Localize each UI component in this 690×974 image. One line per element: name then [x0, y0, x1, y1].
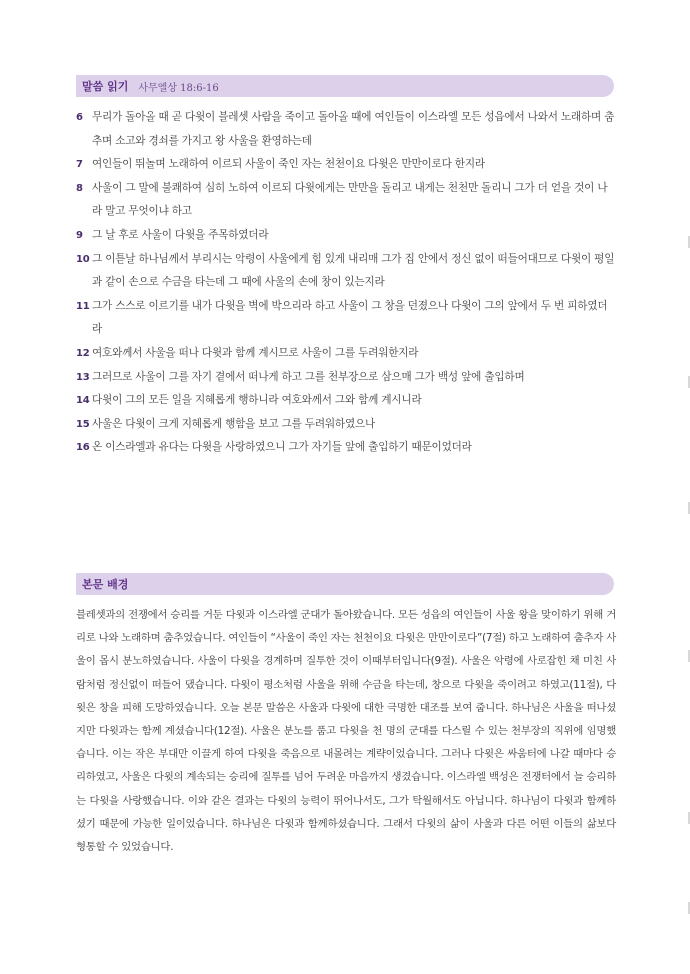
- verse-text: 다윗이 그의 모든 일을 지혜롭게 행하니라 여호와께서 그와 함께 계시니라: [92, 394, 422, 407]
- verse-number: 16: [76, 442, 90, 454]
- verse-text: 사울은 다윗이 크게 지혜롭게 행함을 보고 그를 두려워하였으나: [92, 417, 376, 430]
- verse-text: 그러므로 사울이 그를 자기 곁에서 떠나게 하고 그를 천부장으로 삼으매 그가 백성 앞에 출입하며: [92, 370, 525, 383]
- verse-item: [76, 153, 616, 177]
- verse-item: [76, 295, 616, 342]
- verse-number: 10: [76, 253, 90, 265]
- verse-item: [76, 248, 616, 295]
- background-section-label: 본문 배경: [82, 578, 129, 591]
- verse-text: 그 이튿날 하나님께서 부리시는 악령이 사울에게 힘 있게 내리매 그가 집 안에서 정신 없이 떠들어대므로 다윗이 평일과 같이 손으로 수금을 타는데 그 때에 사울의 손에 창이 있는지라: [92, 252, 615, 289]
- verse-number: 13: [76, 371, 90, 383]
- verse-number: 15: [76, 418, 90, 430]
- verse-number: 12: [76, 347, 90, 359]
- verse-text: 무리가 돌아올 때 곧 다윗이 블레셋 사람을 죽이고 돌아올 때에 여인들이 이스라엘 모든 성읍에서 나와서 노래하며 춤추며 소고와 경쇠를 가지고 왕 사울을 환영하는데: [92, 111, 615, 147]
- scripture-reference: 사무엘상 18:6-16: [138, 82, 219, 94]
- verse-text: 여호와께서 사울을 떠나 다윗과 함께 계시므로 사울이 그를 두려워한지라: [92, 346, 419, 359]
- verse-number: 6: [76, 112, 83, 123]
- verse-text: 여인들이 뛰놀며 노래하여 이르되 사울이 죽인 자는 천천이요 다윗은 만만이로다 한지라: [92, 158, 485, 171]
- verse-text: 그 날 후로 사울이 다윗을 주목하였더라: [92, 228, 269, 241]
- verse-item: [76, 224, 616, 248]
- background-paragraph: 블레셋과의 전쟁에서 승리를 거둔 다윗과 이스라엘 군대가 돌아왔습니다. 모든 성읍의 여인들이 사울 왕을 맞이하기 위해 거리로 나와 노래하며 춤추었습니다. 여인들이 “사울이 죽인 자는 천천이요 다윗은 만만이로다”(7절) 하고 노래하여 춤추자 사울이 몹시 분노하였습니다. 사울이 다윗을 경계하며 질투한 것이 이때부터입니다(9절). 사울은 악령에 사로잡힌 채 미친 사람처럼 정신없이 떠들어 댔습니다. 다윗이 평소처럼 사울을 위해 수금을 타는데, 창으로 다윗을 죽이려고 하였고(11절), 다윗은 창을 피해 도망하였습니다. 오늘 본문 말씀은 사울과 다윗에 대한 극명한 대조를 보여 줍니다. 하나님은 사울을 떠나셨지만 다윗과는 함께 계셨습니다(12절). 사울은 분노를 품고 다윗을 천 명의 군대를 다스릴 수 있는 천부장의 직위에 임명했습니다. 이는 작은 부대만 이끌게 하여 다윗을 죽음으로 내몰려는 계략이었습니다. 그러나 다윗은 싸움터에 나갈 때마다 승리하였고, 사울은 다윗의 계속되는 승리에 질투를 넘어 두려운 마음까지 생겼습니다. 이스라엘 백성은 전쟁터에서 늘 승리하는 다윗을 사랑했습니다. 이와 같은 결과는 다윗의 능력이 뛰어나서도, 그가 탁월해서도 아닙니다. 하나님이 다윗과 함께하셨기 때문에 가능한 일이었습니다. 하나님은 다윗과 함께하셨습니다. 그래서 다윗의 삶이 사울과 다른 어떤 이들의 삶보다 형통할 수 있었습니다.: [76, 609, 616, 854]
- verse-number: 11: [76, 300, 90, 312]
- verse-item: [76, 366, 616, 390]
- verse-number: 8: [76, 182, 83, 194]
- verse-number: 14: [76, 395, 90, 407]
- reading-section-label: 말씀 읽기: [82, 80, 129, 93]
- verse-text: 그가 스스로 이르기를 내가 다윗을 벽에 박으리라 하고 사울이 그 창을 던졌으나 다윗이 그의 앞에서 두 번 피하였더라: [92, 299, 608, 336]
- verse-item: [76, 106, 616, 153]
- verse-text: 온 이스라엘과 유다는 다윗을 사랑하였으니 그가 자기들 앞에 출입하기 때문이었더라: [92, 441, 472, 454]
- verse-number: 7: [76, 159, 83, 171]
- verse-text: 사울이 그 말에 불쾌하여 심히 노하여 이르되 다윗에게는 만만을 돌리고 내게는 천천만 돌리니 그가 더 얻을 것이 나라 말고 무엇이냐 하고: [92, 181, 608, 218]
- verse-item: [76, 177, 616, 224]
- background-section-header: [76, 573, 614, 595]
- verse-list: [76, 106, 616, 460]
- reading-section-header: [76, 75, 614, 97]
- verse-item: [76, 342, 616, 366]
- verse-item: [76, 413, 616, 437]
- verse-item: [76, 436, 616, 460]
- verse-number: 9: [76, 229, 83, 241]
- verse-item: [76, 389, 616, 413]
